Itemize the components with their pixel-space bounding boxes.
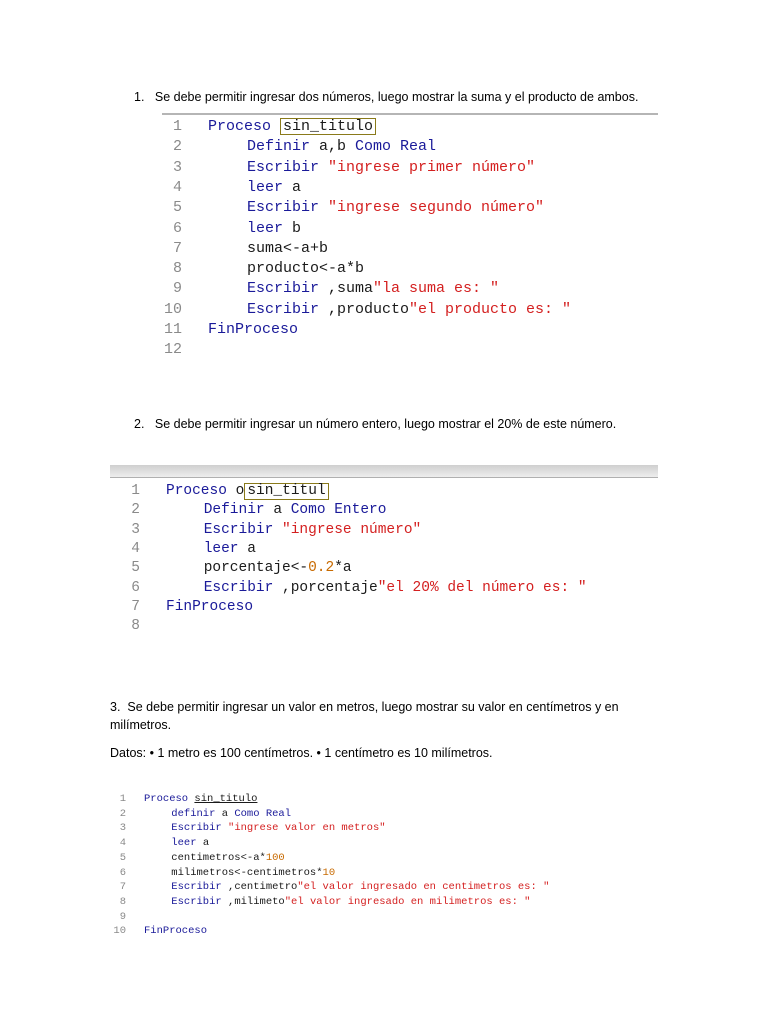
code-line: [166, 501, 386, 520]
line-number: 3: [131, 521, 140, 538]
code-keyword: Escribir: [171, 822, 229, 835]
line-number: 11: [163, 321, 182, 338]
line-number: 3: [172, 158, 182, 176]
code-keyword: FinProceso: [208, 321, 299, 338]
question-text: Se debe permitir ingresar un número entero, luego mostrar el 20% de este número.: [154, 417, 617, 431]
line-number: 8: [172, 260, 182, 278]
code-keyword: Escribir: [203, 521, 283, 538]
code-keyword: leer: [171, 837, 203, 850]
code-string: "el valor ingresado en milimetros es: ": [284, 895, 531, 908]
code-keyword: Proceso: [144, 793, 195, 805]
code-line: [144, 895, 530, 910]
question-number: 2.: [134, 417, 145, 431]
code-keyword: Como Entero: [290, 502, 387, 519]
line-number: 4: [131, 540, 140, 557]
line-number: 12: [163, 341, 182, 359]
code-line: [166, 540, 256, 559]
code-keyword: Definir: [247, 138, 320, 156]
line-number: 5: [131, 560, 140, 577]
line-number: 5: [172, 199, 182, 217]
code-text: a: [202, 837, 210, 850]
question-3: [110, 698, 619, 734]
code-line: [144, 866, 335, 881]
code-line: [144, 924, 207, 939]
line-number: 2: [119, 807, 126, 820]
code-string: "la suma es: ": [373, 280, 500, 298]
code-string: "el producto es: ": [409, 300, 572, 318]
datos-line: Datos: • 1 metro es 100 centímetros. • 1 centímetro es 10 milímetros.: [110, 746, 493, 760]
code-keyword: Proceso: [208, 118, 281, 135]
line-number: 1: [131, 483, 140, 499]
code-keyword: FinProceso: [166, 598, 254, 615]
line-number: 6: [119, 866, 126, 879]
line-number: 7: [131, 598, 140, 615]
code-string: "el 20% del número es: ": [377, 579, 587, 596]
question-2: [134, 415, 616, 433]
code-keyword: Escribir: [171, 895, 229, 908]
code-keyword: Escribir: [203, 579, 283, 596]
code-keyword: Escribir: [247, 158, 329, 176]
code-line: [208, 178, 301, 198]
code-line: [208, 198, 544, 218]
code-line: [144, 836, 209, 851]
line-number: 10: [163, 300, 182, 318]
code-text: suma<-a+b: [247, 239, 329, 257]
line-number: 2: [131, 502, 140, 519]
process-title: sin_titulo: [280, 118, 376, 135]
question-text-line-1: Se debe permitir ingresar un valor en metros, luego mostrar su valor en centímetros y en: [127, 700, 619, 714]
line-number: 9: [119, 910, 126, 923]
code-line: [166, 521, 421, 540]
code-keyword: Definir: [203, 502, 274, 519]
code-keyword: Escribir: [247, 199, 329, 217]
code-line: [208, 158, 535, 178]
line-number: 7: [119, 881, 126, 894]
line-number: 5: [119, 851, 126, 864]
code-text: milimetros<-centimetros*: [171, 866, 323, 879]
code-keyword: leer: [247, 178, 293, 196]
question-1: [134, 88, 638, 106]
line-number: 3: [119, 822, 126, 835]
code-keyword: Como Real: [355, 138, 437, 156]
line-number: 2: [172, 138, 182, 156]
code-line: [208, 239, 328, 259]
code-text: b: [292, 219, 302, 237]
code-keyword: definir: [171, 807, 222, 820]
code-editor-top-border: [162, 113, 658, 115]
code-line: [166, 579, 587, 598]
code-line: [166, 559, 352, 578]
code-line: [208, 279, 499, 299]
code-line: [208, 137, 436, 157]
code-line: [144, 851, 285, 866]
code-keyword: Como Real: [234, 807, 292, 820]
code-text: ,producto: [328, 300, 410, 318]
code-text: a: [273, 502, 291, 519]
code-line: [208, 300, 571, 320]
code-line: [208, 219, 301, 239]
code-line: [208, 320, 298, 340]
code-string: "ingrese segundo número": [328, 199, 545, 217]
line-number: 4: [172, 178, 182, 196]
code-line: [144, 880, 549, 895]
code-text: a: [292, 178, 302, 196]
code-text: ,porcentaje: [282, 579, 378, 596]
line-number: 4: [119, 837, 126, 850]
code-line: [144, 807, 291, 822]
code-line: [144, 792, 257, 807]
code-number: 10: [322, 866, 336, 879]
code-keyword: leer: [203, 540, 248, 557]
code-text: a,b: [319, 138, 356, 156]
code-string: "el valor ingresado en centimetros es: ": [297, 881, 550, 894]
line-number: 10: [113, 925, 126, 938]
code-keyword: Escribir: [247, 300, 329, 318]
process-title: sin_titulo: [194, 793, 258, 805]
line-number: 1: [172, 118, 182, 135]
question-number: 3.: [110, 700, 121, 714]
question-text-line-2: milímetros.: [110, 718, 172, 732]
code-text: o: [235, 483, 245, 499]
code-line: [144, 821, 386, 836]
code-keyword: Escribir: [247, 280, 329, 298]
code-text: centimetros<-a*: [171, 851, 266, 864]
code-string: "ingrese número": [282, 521, 422, 538]
code-text: producto<-a*b: [247, 260, 365, 278]
code-string: "ingrese primer número": [328, 158, 536, 176]
code-keyword: Proceso: [166, 483, 236, 499]
code-keyword: Escribir: [171, 881, 229, 894]
code-text: a: [247, 540, 256, 557]
code-number: 0.2: [308, 560, 335, 577]
process-title: sin_titul: [244, 483, 328, 500]
line-number: 8: [119, 895, 126, 908]
code-text: a: [221, 807, 235, 820]
code-line: [166, 598, 253, 617]
question-text: Se debe permitir ingresar dos números, luego mostrar la suma y el producto de ambos.: [154, 90, 639, 104]
code-text: porcentaje<-: [203, 560, 309, 577]
line-number: 9: [172, 280, 182, 298]
line-number: 6: [131, 579, 140, 596]
code-line: [166, 482, 329, 501]
line-number: 8: [131, 618, 140, 635]
code-number: 100: [265, 851, 285, 864]
code-line: [208, 117, 376, 137]
line-number: 6: [172, 219, 182, 237]
code-keyword: FinProceso: [144, 925, 208, 938]
code-text: ,milimeto: [228, 895, 285, 908]
code-line: [208, 259, 364, 279]
code-text: ,suma: [328, 280, 374, 298]
code-string: "ingrese valor en metros": [228, 822, 386, 835]
code-keyword: leer: [247, 219, 293, 237]
line-number: 1: [119, 793, 126, 805]
code-text: ,centimetro: [228, 881, 298, 894]
line-number: 7: [172, 239, 182, 257]
question-number: 1.: [134, 90, 145, 104]
code-editor-toolbar: [110, 465, 658, 478]
code-text: *a: [334, 560, 352, 577]
